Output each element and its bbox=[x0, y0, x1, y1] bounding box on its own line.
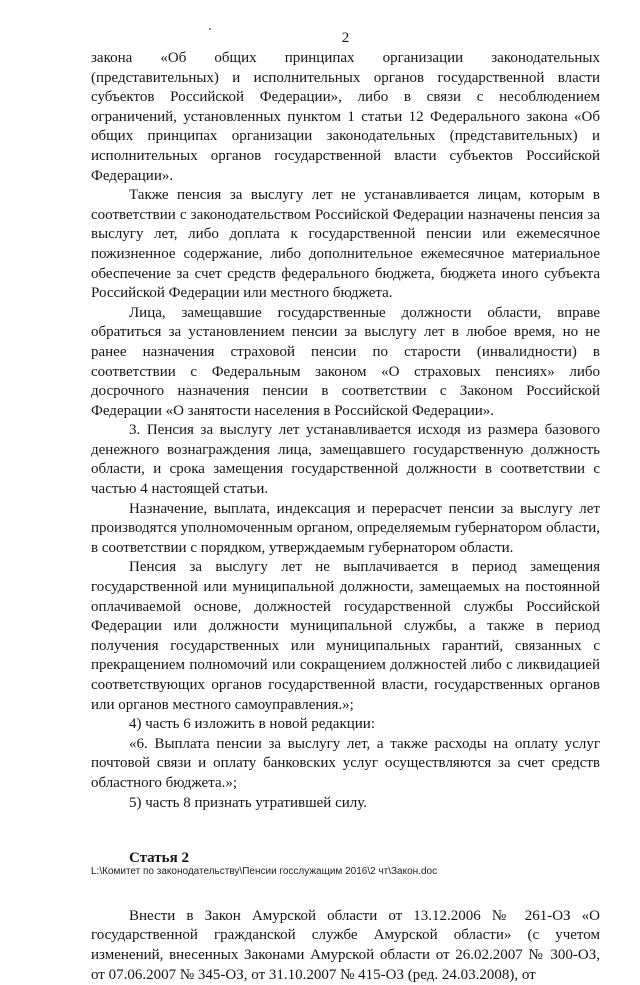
paragraph-2: Также пенсия за выслугу лет не устанавливается лицам, которым в соответствии с законодательством Российской Федерации назначены пенсия за выслугу лет, либо доплата к государственной пенсии или ежемесячное пожизненное содержание, либо дополнительное ежемесячное материальное обеспечение за счет средств федерального бюджета, бюджета иного субъекта Российской Федерации или местного бюджета. bbox=[91, 187, 600, 302]
paragraph-5: Назначение, выплата, индексация и перерасчет пенсии за выслугу лет производятся уполномоченным органом, определяемым губернатором области, в соответствии с порядком, утверждаемым губернатором области. bbox=[91, 500, 600, 556]
article-heading: Статья 2 bbox=[129, 850, 189, 867]
paragraph-7: 4) часть 6 изложить в новой редакции: bbox=[129, 716, 376, 733]
paragraph-8: «6. Выплата пенсии за выслугу лет, а также расходы на оплату услуг почтовой связи и оплату банковских услуг осуществляются за счет средств областного бюджета.»; bbox=[91, 735, 600, 791]
scan-speck bbox=[209, 28, 211, 30]
paragraph-3: Лица, замещавшие государственные должности области, вправе обратиться за установлением пенсии за выслугу лет в любое время, но не ранее назначения страховой пенсии по старости (инвалидности) в соответствии с Федеральным законом «О страховых пенсиях» либо досрочного назначения пенсии в соответствии с Законом Российской Федерации «О занятости населения в Российской Федерации». bbox=[91, 304, 600, 419]
document-body bbox=[91, 49, 600, 985]
paragraph-4: 3. Пенсия за выслугу лет устанавливается исходя из размера базового денежного вознаграждения лица, замещавшего государственную должность области, и срока замещения государственной должности в соответствии с частью 4 настоящей статьи. bbox=[91, 422, 600, 498]
page-number: 2 bbox=[341, 30, 350, 46]
paragraph-9: 5) часть 8 признать утратившей силу. bbox=[129, 794, 368, 811]
paragraph-6: Пенсия за выслугу лет не выплачивается в период замещения государственной или муниципальной должности, замещаемых на постоянной оплачиваемой основе, должностей государственной службы Российской Федерации или должности муниципальной службы, а также в период получения государственных или муниципальных гарантий, связанных с прекращением полномочий или сокращением должностей либо с ликвидацией соответствующих органов государственной власти, государственных органов или органов местного самоуправления.»; bbox=[91, 559, 600, 713]
article-paragraph: Внести в Закон Амурской области от 13.12.2006 № 261-ОЗ «О государственной гражданской службе Амурской области» (с учетом изменений, внесенных Законами Амурской области от 26.02.2007 № 300-ОЗ, от 07.06.2007 № 345-ОЗ, от 31.10.2007 № 415-ОЗ (ред. 24.03.2008), от bbox=[91, 907, 600, 983]
paragraph-1: закона «Об общих принципах организации законодательных (представительных) и исполнительных органов государственной власти субъектов Российской Федерации», либо в связи с несоблюдением ограничений, установленных пунктом 1 статьи 12 Федерального закона «Об общих принципах организации законодательных (представительных) и исполнительных органов государственной власти субъектов Российской Федерации». bbox=[91, 50, 600, 184]
footer-file-path: L:\Комитет по законодательству\Пенсии госслужащим 2016\2 чт\Закон.doc bbox=[91, 866, 438, 877]
